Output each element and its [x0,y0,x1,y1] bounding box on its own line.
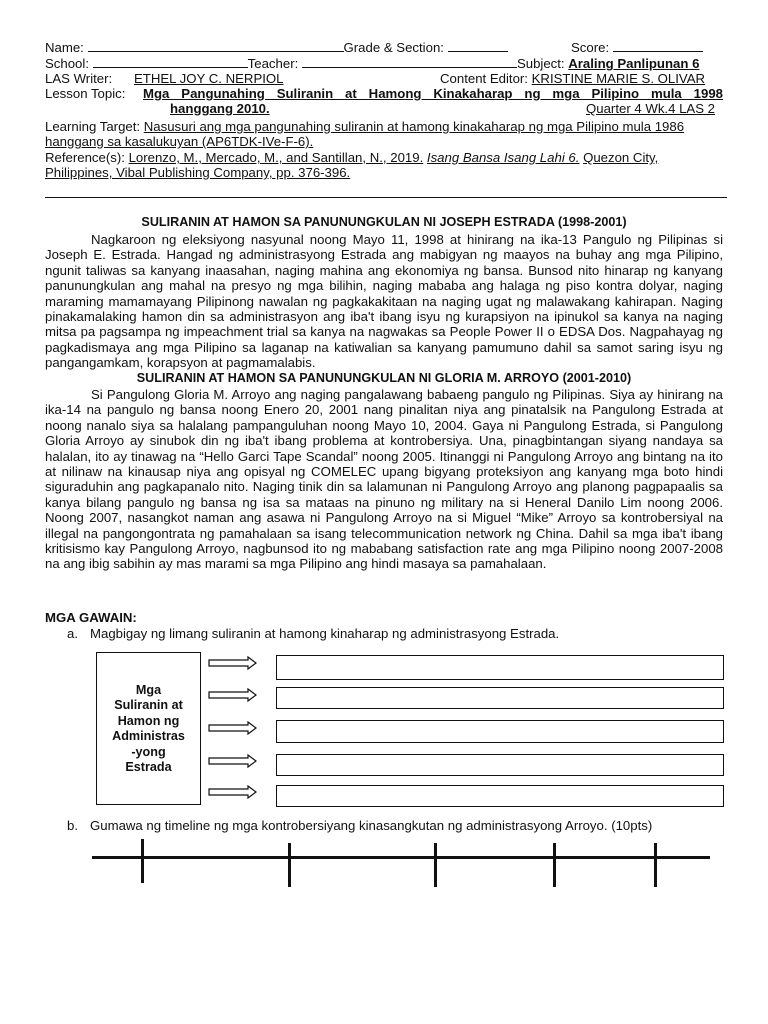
section2-paragraph: Si Pangulong Gloria M. Arroyo ang naging pangalawang babaeng pangulo ng Pilipinas. Siya ay hinirang na ika-14 na pangulo ng bansa noong Enero 20, 2001 nang pinalitan niya ang pinatalsik na Pangulong Estrada at noong nanalo siya sa halalang pampanguluhan noong Mayo 10, 2004. Gaya ni Pangulong Estrada, si Pangulong Gloria Arroyo ay sinubok din ng iba't ibang problema at kontrobersiya. Una, pinagbintangan siyang nandaya sa halalan, ito ay tinawag na “Hello Garci Tape Scandal” noong 2005. Itinanggi ni Pangulong Arroyo ang bintang na ito at nilinaw na kinausap niya ang opisyal ng COMELEC upang bigyang proteksiyon ang kanyang mga boto hindi siguraduhin ang pagkapanalo nito. Naging tinik din sa lalamunan ni Pangulong Arroyo ang planong pagpapaalis sa kanya bilang pangulo ng bansa ng isa sa mataas na pinuno ng military na si Heneral Danilo Lim noong 2006. Noong 2007, nasangkot naman ang asawa ni Pangulong Arroyo na si Miguel “Mike” Arroyo sa kontrobersiyal na illegal na pangongontrata ng pamahalaan sa isang telecommunication network ng China. Dahil sa mga iba't ibang kritisismo kay Pangulong Arroyo, nagbunsod ito ng mababang satisfaction rate ang mga Pilipino noong 2007-2008 na ang ibig sabihin ay mas marami sa mga Pilipino ang hindi masaya sa pamahalaan. [45,387,723,572]
timeline-tick [434,843,437,887]
target-label: Learning Target: [45,119,141,134]
timeline-tick [141,839,144,883]
grade-label: Grade & Section: [343,40,444,55]
topic-label: Lesson Topic: [45,86,126,101]
box-line-4: Administras [112,729,185,744]
subject-value: Araling Panlipunan 6 [568,56,700,71]
target-row [45,119,684,134]
score-row [571,40,703,55]
quarter-label: Quarter 4 Wk.4 LAS 2 [586,101,715,116]
name-row [45,40,508,55]
topic-line1: Mga Pangunahing Suliranin at Hamong Kinakaharap ng mga Pilipino mula 1998 [143,86,723,101]
box-line-6: Estrada [125,760,172,775]
arrow-icon [208,754,258,768]
header-divider [45,197,727,198]
answer-box-2[interactable] [276,687,724,709]
target-line1: Nasusuri ang mga pangunahing suliranin at hamong kinakaharap ng mga Pilipino mula 1986 [143,119,685,134]
school-row [45,56,699,71]
reference-label: Reference(s): [45,150,125,165]
box-line-3: Hamon ng [117,713,180,728]
editor-row [440,71,705,86]
editor-label: Content Editor: [440,71,528,86]
box-line-5: -yong [131,744,166,759]
school-field[interactable] [93,56,248,68]
activity-b-marker: b. [67,818,78,833]
answer-box-1[interactable] [276,655,724,680]
estrada-label-box [96,652,201,805]
timeline-tick [288,843,291,887]
section1-title: SULIRANIN AT HAMON SA PANUNUNGKULAN NI JOSEPH ESTRADA (1998-2001) [141,215,627,229]
section2-body [45,387,723,572]
timeline-tick [654,843,657,887]
target-line2: hanggang sa kasalukuyan (AP6TDK-IVe-F-6). [45,134,314,149]
teacher-field[interactable] [302,56,517,68]
reference-book: Isang Bansa Isang Lahi 6. [426,150,580,165]
subject-label: Subject: [516,56,565,71]
timeline-axis [92,856,710,859]
score-field[interactable] [613,40,703,52]
name-label: Name: [45,40,84,55]
name-field[interactable] [88,40,344,52]
arrow-icon [208,785,258,799]
reference-row [45,150,723,165]
reference-city: Quezon City, [583,150,659,165]
activities-title: MGA GAWAIN: [45,610,137,625]
arrow-icon [208,656,258,670]
section1-paragraph: Nagkaroon ng eleksiyong nasyunal noong Mayo 11, 1998 at hinirang na ika-13 Pangulo ng Pilipinas si Joseph E. Estrada. Hangad ng administrasyong Estrada ang mabigyan ng maayos na buhay ang mga Pilipino, ngunit taliwas sa kanyang inaasahan, naging mahina ang ekonomiya ng bansa. Bunsod nito hinarap ng kanyang panunungkulan ang mahal na presyo ng mga bilihin, naging mababa ang halaga ng piso kontra dolyar, naging maraming mamamayang Pilipinong nawalan ng pagkakakitaan na naging ugat ng malawakang kahirapan. Naging pinakamalaking hamon din sa administrasyon ang iba't ibang isyu ng kurapsiyon na ipinukol sa kanya na naging mitsa pa pagsampa ng impeachment trial sa kanya na nagwakas sa People Power II o EDSA Dos. Nagpahayag ng pagkadismaya ang mga Pilipino sa laganap na katiwalian sa kanyang pamumuno dahil sa samot saring isyu ng pangangamkam, korapsyon at pagmamalabis. [45,232,723,371]
grade-field[interactable] [448,40,508,52]
reference-line2: Philippines, Vibal Publishing Company, pp. 376-396. [45,165,351,180]
writer-label: LAS Writer: [45,71,113,86]
activity-b-text: Gumawa ng timeline ng mga kontrobersiyang kinasangkutan ng administrasyong Arroyo. (10pts) [90,818,653,833]
activity-a-marker: a. [67,626,78,641]
section2-title: SULIRANIN AT HAMON SA PANUNUNGKULAN NI GLORIA M. ARROYO (2001-2010) [136,371,632,385]
teacher-label: Teacher: [247,56,299,71]
reference-authors: Lorenzo, M., Mercado, M., and Santillan, N., 2019. [128,150,424,165]
arrow-icon [208,721,258,735]
timeline-tick [553,843,556,887]
section1-body [45,232,723,371]
answer-box-4[interactable] [276,754,724,776]
answer-box-3[interactable] [276,720,724,743]
box-line-2: Suliranin at [114,698,183,713]
topic-line2: hanggang 2010. [170,101,270,116]
score-label: Score: [571,40,610,55]
editor-value: KRISTINE MARIE S. OLIVAR [531,71,706,86]
arrow-icon [208,688,258,702]
answer-box-5[interactable] [276,785,724,807]
writer-value: ETHEL JOY C. NERPIOL [134,71,284,86]
box-line-1: Mga [135,683,162,697]
school-label: School: [45,56,89,71]
activity-a-text: Magbigay ng limang suliranin at hamong kinaharap ng administrasyong Estrada. [90,626,560,641]
